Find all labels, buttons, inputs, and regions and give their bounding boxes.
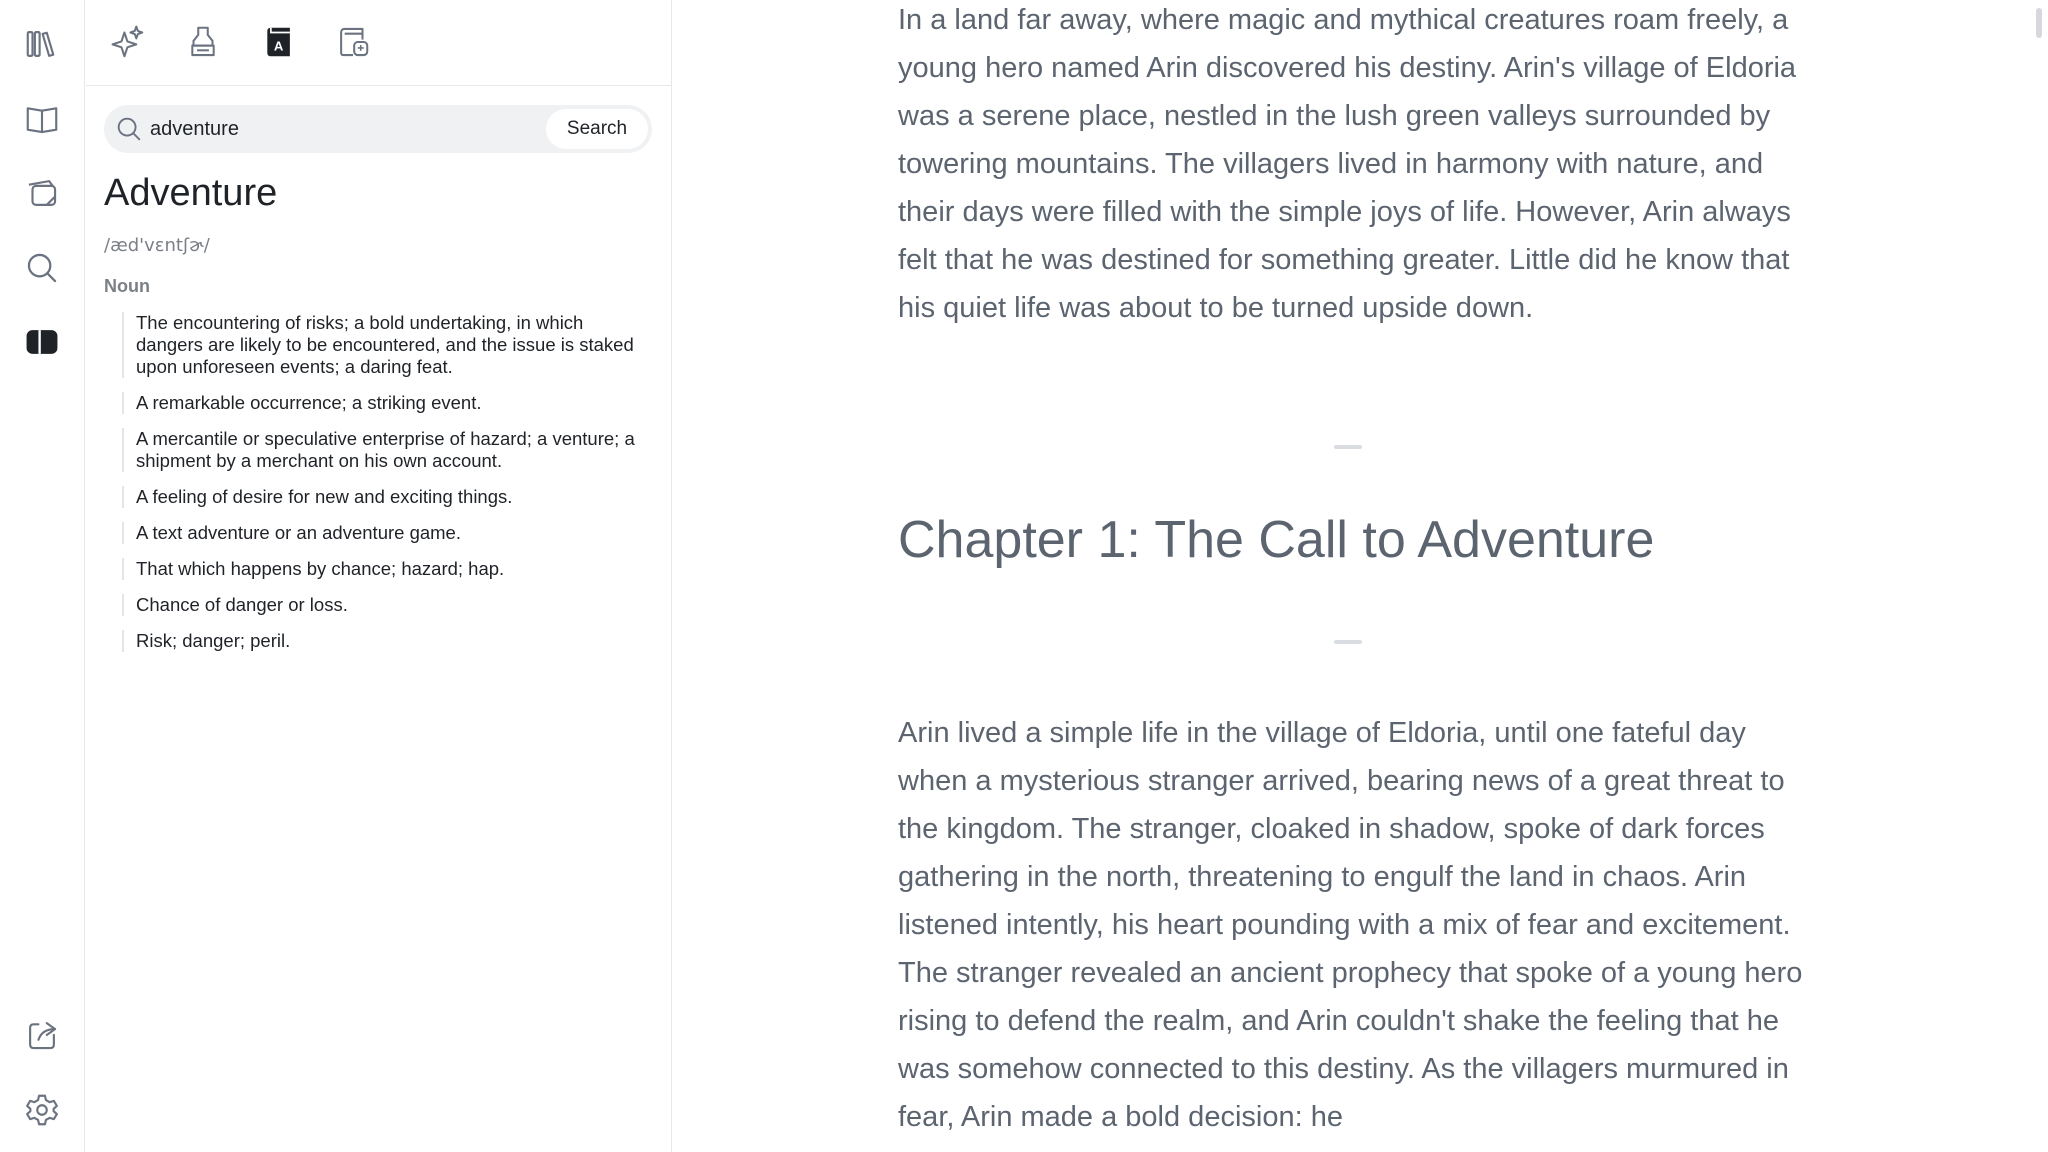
section-divider: [1334, 640, 1362, 644]
definition-item: Chance of danger or loss.: [122, 594, 652, 616]
search-field-icon: [114, 114, 144, 144]
chapter-title: Chapter 1: The Call to Adventure: [898, 511, 1655, 569]
library-icon: [23, 25, 61, 63]
icon-rail: [0, 0, 85, 1152]
phonetic-transcription: /æd'vɛntʃɚ/: [104, 235, 210, 256]
definition-item: That which happens by chance; hazard; hap.: [122, 558, 652, 580]
svg-text:A: A: [273, 38, 284, 54]
chapter-paragraph: Arin lived a simple life in the village of Eldoria, until one fateful day when a mysterious stranger arrived, bearing news of a great threat to the kingdom. The stranger, cloaked in shadow, spoke of dark forces gathering in the north, threatening to engulf the land in chaos. Arin listened intently, his heart pounding with a mix of fear and excitement. The stranger revealed an ancient prophecy that spoke of a young hero rising to defend the realm, and Arin couldn't shake the feeling that he was somehow connected to this destiny. As the villagers murmured in fear, Arin made a bold decision: he: [898, 717, 1803, 1133]
definition-list: [122, 312, 652, 666]
intro-paragraph: In a land far away, where magic and mythical creatures roam freely, a young hero named Arin discovered his destiny. Arin's village of Eldoria was a serene place, nestled in the lush green valleys surrounded by towering mountains. The villagers lived in harmony with nature, and their days were filled with the simple joys of life. However, Arin always felt that he was destined for something greater. Little did he know that his quiet life was about to be turned upside down.: [898, 4, 1797, 324]
section-divider: [1334, 445, 1362, 449]
ai-sparkle-icon: [109, 23, 147, 61]
definition-item: A remarkable occurrence; a striking event.: [122, 392, 652, 414]
highlight-tool-button[interactable]: [181, 20, 225, 64]
sidebar-icon: [23, 323, 61, 361]
definition-item: A mercantile or speculative enterprise of hazard; a venture; a shipment by a merchant on his own account.: [122, 428, 652, 472]
dictionary-tool-button[interactable]: [256, 20, 300, 64]
definition-item: A feeling of desire for new and exciting things.: [122, 486, 652, 508]
settings-button[interactable]: [20, 1088, 64, 1132]
book-open-icon: [23, 100, 61, 138]
definition-item: Risk; danger; peril.: [122, 630, 652, 652]
settings-icon: [23, 1091, 61, 1129]
dictionary-panel: [86, 0, 672, 1152]
notes-icon: [23, 174, 61, 212]
highlighter-icon: [184, 23, 222, 61]
panel-toolbar: [86, 0, 672, 86]
share-button[interactable]: [20, 1013, 64, 1057]
reader-view[interactable]: [673, 0, 2048, 1152]
translate-tool-button[interactable]: [331, 20, 375, 64]
sidebar-toggle-button[interactable]: [20, 320, 64, 364]
definition-item: The encountering of risks; a bold undertaking, in which dangers are likely to be encountered, and the issue is staked upon unforeseen events; a daring feat.: [122, 312, 652, 378]
part-of-speech: Noun: [104, 276, 150, 296]
word-title: Adventure: [104, 172, 278, 214]
translate-icon: [334, 23, 372, 61]
dictionary-icon: [259, 23, 297, 61]
search-input[interactable]: [150, 113, 510, 145]
search-bar: [104, 105, 652, 153]
search-button[interactable]: [20, 246, 64, 290]
notes-button[interactable]: [20, 171, 64, 215]
scrollbar-thumb[interactable]: [2036, 8, 2042, 38]
search-submit-button[interactable]: Search: [546, 109, 648, 149]
search-icon: [23, 249, 61, 287]
ai-tool-button[interactable]: [106, 20, 150, 64]
book-view-button[interactable]: [20, 97, 64, 141]
share-icon: [23, 1016, 61, 1054]
definition-item: A text adventure or an adventure game.: [122, 522, 652, 544]
library-button[interactable]: [20, 22, 64, 66]
